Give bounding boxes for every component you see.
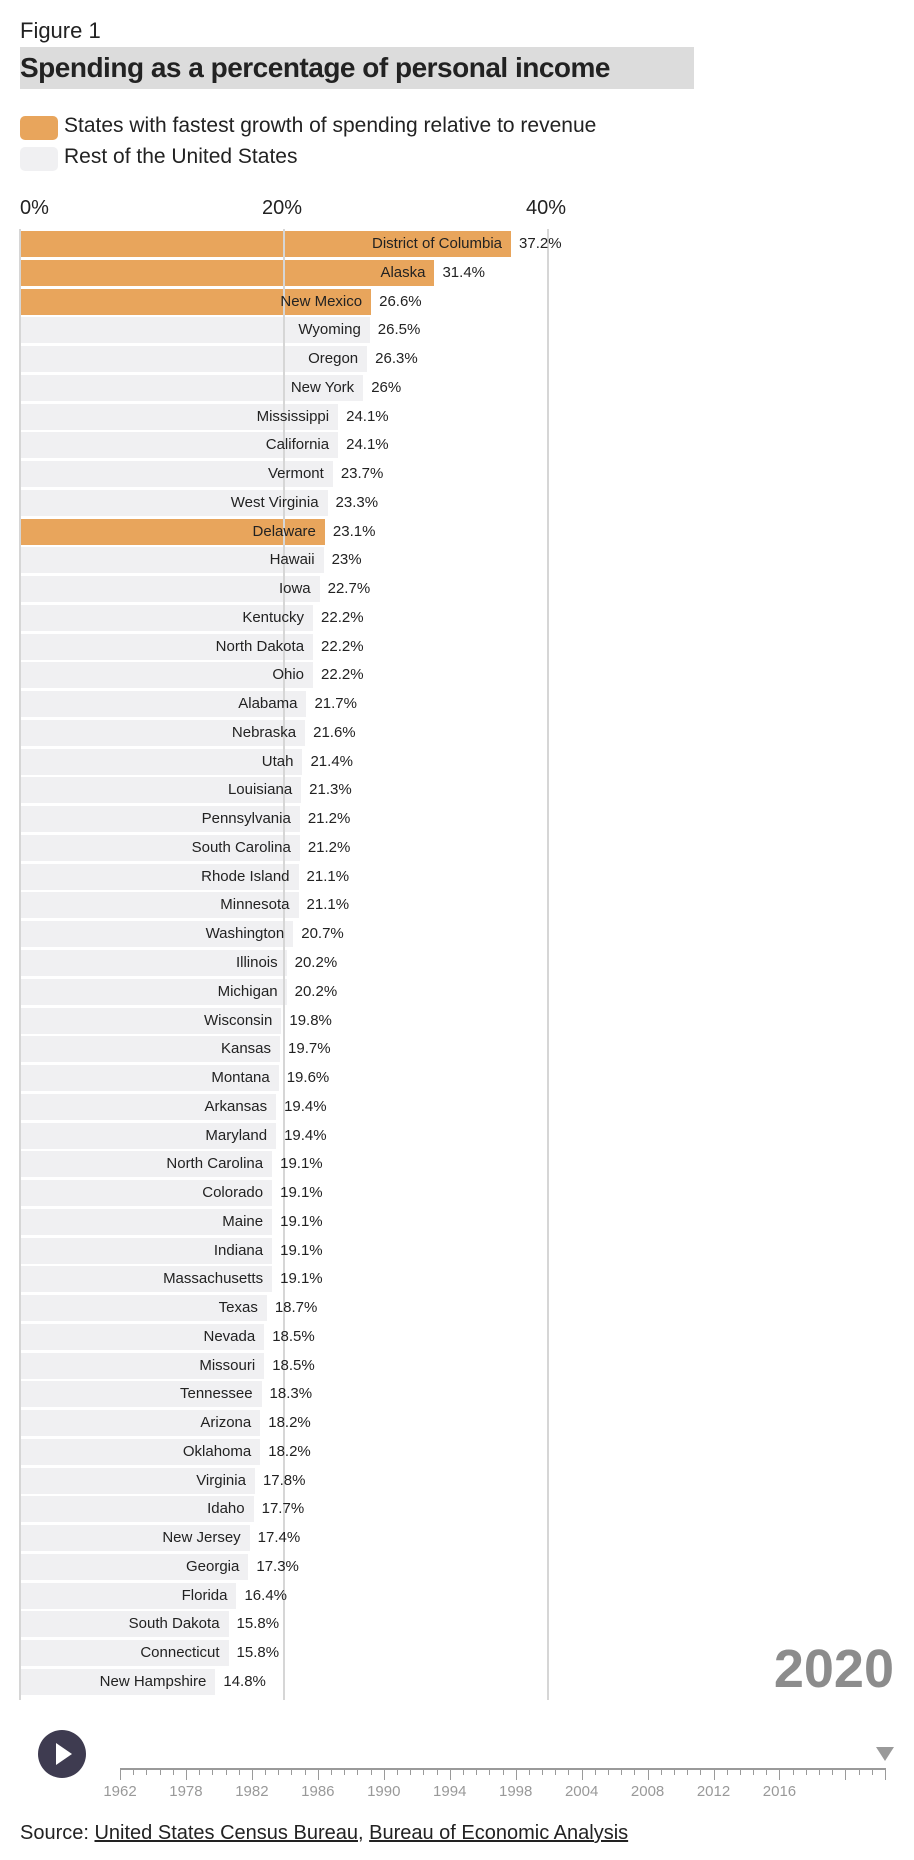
source-line xyxy=(20,1822,628,1845)
timeline-tick xyxy=(226,1769,227,1775)
bar-label: Montana xyxy=(211,1069,270,1087)
timeline-tick xyxy=(318,1769,319,1780)
bar-label: Maryland xyxy=(205,1126,268,1144)
bar-label: Nevada xyxy=(203,1327,256,1345)
legend-label-rest: Rest of the United States xyxy=(64,145,298,168)
bar-value: 22.2% xyxy=(321,666,364,684)
bar-label: New Hampshire xyxy=(99,1673,207,1690)
bar-value: 23.1% xyxy=(332,522,376,540)
bar-label: Minnesota xyxy=(220,896,290,914)
bar-label: Arkansas xyxy=(204,1097,268,1115)
timeline-tick xyxy=(753,1769,754,1775)
bar-value: 21.1% xyxy=(306,867,350,885)
timeline-tick xyxy=(766,1769,767,1775)
timeline-year-label[interactable]: 2012 xyxy=(696,1783,731,1800)
bar-value: 16.4% xyxy=(244,1586,288,1604)
bar-value: 17.4% xyxy=(257,1529,301,1547)
bar-label: Connecticut xyxy=(140,1644,220,1662)
bar-label: South Carolina xyxy=(191,838,291,856)
timeline-tick xyxy=(410,1769,411,1775)
timeline-tick xyxy=(819,1769,820,1775)
timeline-year-label[interactable]: 1998 xyxy=(499,1783,533,1800)
bar-label: North Dakota xyxy=(215,637,305,655)
bar-label: South Dakota xyxy=(128,1615,220,1633)
bar-value: 19.1% xyxy=(280,1270,323,1288)
bar-label: West Virginia xyxy=(230,493,319,511)
bar-value: 20.7% xyxy=(301,925,344,943)
timeline-tick xyxy=(634,1769,635,1775)
bar-label: Kansas xyxy=(220,1040,272,1058)
timeline-tick xyxy=(595,1769,596,1775)
bar-value: 21.6% xyxy=(313,723,356,741)
timeline-tick xyxy=(305,1769,306,1775)
bar-label: Wisconsin xyxy=(204,1011,273,1029)
bar-label: California xyxy=(265,436,330,454)
bar-value: 18.5% xyxy=(272,1327,315,1345)
bar-value: 26% xyxy=(371,378,402,396)
figure-label: Figure 1 xyxy=(20,18,101,43)
bar-value: 17.8% xyxy=(262,1471,306,1489)
bar-label: District of Columbia xyxy=(371,235,503,252)
timeline-tick xyxy=(344,1769,345,1775)
timeline-tick xyxy=(727,1769,728,1775)
timeline-tick xyxy=(714,1769,715,1780)
timeline-tick xyxy=(661,1769,662,1775)
timeline-tick xyxy=(489,1769,490,1775)
bar-value: 19.4% xyxy=(284,1126,327,1144)
bar-value: 17.7% xyxy=(261,1500,305,1518)
timeline-tick xyxy=(331,1769,332,1775)
x-tick-0: 0% xyxy=(20,197,49,219)
timeline-tick xyxy=(199,1769,200,1775)
play-button[interactable] xyxy=(38,1730,86,1778)
timeline-tick xyxy=(582,1769,583,1780)
timeline-tick xyxy=(133,1769,134,1775)
timeline-tick xyxy=(120,1769,121,1780)
bea-link[interactable]: Bureau of Economic Analysis xyxy=(369,1822,629,1844)
timeline-tick xyxy=(779,1769,780,1780)
timeline-year-label[interactable]: 2008 xyxy=(630,1783,665,1800)
bar-value: 31.4% xyxy=(442,263,486,281)
timeline-tick xyxy=(463,1769,464,1775)
timeline-tick xyxy=(648,1769,649,1780)
bar-label: Massachusetts xyxy=(163,1270,264,1288)
timeline-tick xyxy=(291,1769,292,1775)
timeline-tick xyxy=(278,1769,279,1775)
timeline-tick xyxy=(357,1769,358,1775)
current-year-label: 2020 xyxy=(773,1639,894,1699)
bar-label: Texas xyxy=(218,1299,258,1317)
timeline-tick xyxy=(608,1769,609,1775)
bar-value: 22.2% xyxy=(321,637,364,655)
bar-label: Delaware xyxy=(252,522,316,540)
timeline-tick xyxy=(476,1769,477,1775)
bar-value: 21.7% xyxy=(314,695,357,713)
timeline-tick xyxy=(845,1769,846,1780)
bar-value: 21.1% xyxy=(306,896,350,914)
timeline-tick xyxy=(450,1769,451,1780)
timeline-year-label[interactable]: 1962 xyxy=(103,1783,137,1800)
bar-value: 18.7% xyxy=(274,1299,318,1317)
bar-label: New Jersey xyxy=(162,1529,241,1547)
timeline-tick xyxy=(529,1769,530,1775)
bar-value: 19.7% xyxy=(288,1040,331,1058)
timeline-tick xyxy=(700,1769,701,1775)
bar-label: Tennessee xyxy=(179,1385,253,1403)
bar-value: 18.5% xyxy=(272,1356,315,1374)
timeline-tick xyxy=(832,1769,833,1775)
timeline-year-label[interactable]: 2004 xyxy=(564,1783,599,1800)
bar-value: 23% xyxy=(331,551,362,569)
bar-label: Florida xyxy=(181,1586,228,1604)
chart-title: Spending as a percentage of personal income xyxy=(20,47,694,89)
timeline-tick xyxy=(516,1769,517,1780)
bar-value: 19.1% xyxy=(280,1155,323,1173)
timeline-tick xyxy=(621,1769,622,1775)
bar-label: Colorado xyxy=(202,1184,264,1202)
timeline-year-label[interactable]: 1978 xyxy=(169,1783,203,1800)
bar-label: Arizona xyxy=(200,1414,252,1432)
timeline-tick xyxy=(186,1769,187,1780)
timeline-tick xyxy=(239,1769,240,1775)
bar-value: 19.1% xyxy=(280,1212,323,1230)
bar-label: Georgia xyxy=(185,1557,240,1575)
bar-label: Indiana xyxy=(213,1241,264,1259)
bar-value: 19.4% xyxy=(284,1097,327,1115)
bar-value: 19.1% xyxy=(280,1241,323,1259)
timeline-year-label[interactable]: 2016 xyxy=(762,1783,797,1800)
bar-label: Kentucky xyxy=(242,608,305,626)
timeline-tick xyxy=(212,1769,213,1775)
bar-label: Alaska xyxy=(380,263,426,281)
bar-value: 15.8% xyxy=(236,1615,280,1633)
timeline-tick xyxy=(859,1769,860,1775)
bar-label: Utah xyxy=(261,752,294,770)
bar-label: Maine xyxy=(222,1212,264,1230)
bar-value: 20.2% xyxy=(294,954,338,971)
bar-value: 22.2% xyxy=(321,608,364,626)
bar-value: 24.1% xyxy=(346,407,389,425)
bar-label: Oregon xyxy=(308,350,359,368)
timeline-tick xyxy=(555,1769,556,1775)
bar-value: 19.6% xyxy=(286,1069,330,1087)
source-prefix: Source: xyxy=(20,1822,95,1844)
timeline-tick xyxy=(252,1769,253,1780)
timeline-year-label[interactable]: 1982 xyxy=(235,1783,269,1800)
timeline-tick xyxy=(160,1769,161,1775)
legend-label-highlight: States with fastest growth of spending relative to revenue xyxy=(64,114,597,137)
bar-value: 17.3% xyxy=(256,1557,299,1575)
timeline-tick xyxy=(437,1769,438,1775)
bar-value: 23.7% xyxy=(340,465,384,483)
bar-value: 18.2% xyxy=(268,1442,311,1460)
bar-value: 26.3% xyxy=(375,350,418,368)
bar-label: Ohio xyxy=(272,666,305,684)
timeline-tick xyxy=(740,1769,741,1775)
x-tick-40: 40% xyxy=(526,197,567,219)
bar-value: 15.8% xyxy=(236,1644,280,1662)
bar-label: Washington xyxy=(205,925,285,943)
bar-label: Mississippi xyxy=(256,407,330,425)
timeline-tick xyxy=(793,1769,794,1775)
source-separator: , xyxy=(357,1822,370,1844)
bar-value: 37.2% xyxy=(519,235,562,252)
bar-value: 21.2% xyxy=(307,810,351,828)
timeline-tick xyxy=(542,1769,543,1775)
timeline-tick xyxy=(674,1769,675,1775)
timeline-tick xyxy=(146,1769,147,1775)
bar-value: 26.6% xyxy=(379,292,422,310)
bar-label: Michigan xyxy=(217,982,278,1000)
timeline-tick xyxy=(568,1769,569,1775)
timeline-tick xyxy=(265,1769,266,1775)
bar-label: Nebraska xyxy=(231,723,297,741)
bar-value: 21.2% xyxy=(307,838,351,856)
bar-label: Virginia xyxy=(196,1471,246,1489)
bar-value: 26.5% xyxy=(377,321,421,339)
bar-value: 14.8% xyxy=(223,1673,266,1690)
bar-value: 21.3% xyxy=(309,781,352,799)
bar-label: New Mexico xyxy=(280,292,363,310)
bar-label: Pennsylvania xyxy=(201,810,291,828)
bar-value: 20.2% xyxy=(294,982,338,1000)
bar-label: North Carolina xyxy=(166,1155,264,1173)
bar-label: Oklahoma xyxy=(182,1442,252,1460)
bar-label: Louisiana xyxy=(227,781,293,799)
timeline-tick xyxy=(384,1769,385,1780)
bar-label: Rhode Island xyxy=(201,867,290,885)
timeline-tick xyxy=(503,1769,504,1775)
timeline-year-label[interactable]: 1994 xyxy=(433,1783,467,1800)
timeline-year-label[interactable]: 1986 xyxy=(301,1783,335,1800)
timeline-tick xyxy=(687,1769,688,1775)
bar-value: 23.3% xyxy=(335,493,379,511)
timeline-tick xyxy=(397,1769,398,1775)
timeline-year-label[interactable]: 1990 xyxy=(367,1783,401,1800)
timeline-handle[interactable] xyxy=(876,1747,894,1761)
bar-label: Missouri xyxy=(199,1356,256,1374)
bar-label: Vermont xyxy=(267,465,324,483)
bar-label: Hawaii xyxy=(269,551,315,569)
timeline-tick xyxy=(872,1769,873,1775)
bar-value: 19.1% xyxy=(280,1184,323,1202)
bar-label: New York xyxy=(290,378,355,396)
bar-label: Illinois xyxy=(235,954,278,971)
census-bureau-link[interactable]: United States Census Bureau xyxy=(94,1822,358,1844)
bar-value: 21.4% xyxy=(310,752,354,770)
timeline-tick xyxy=(806,1769,807,1775)
bar-label: Wyoming xyxy=(298,321,361,339)
bar-value: 19.8% xyxy=(289,1011,332,1029)
play-icon xyxy=(38,1730,86,1778)
timeline-tick xyxy=(885,1769,886,1780)
bar-label: Alabama xyxy=(238,695,298,713)
bar-label: Iowa xyxy=(278,580,311,598)
bar-value: 24.1% xyxy=(346,436,389,454)
timeline-tick xyxy=(423,1769,424,1775)
bar-label: Idaho xyxy=(207,1500,245,1518)
x-tick-20: 20% xyxy=(262,197,303,219)
timeline-tick xyxy=(371,1769,372,1775)
bar-value: 22.7% xyxy=(327,580,371,598)
bar-value: 18.2% xyxy=(268,1414,311,1432)
timeline-tick xyxy=(173,1769,174,1775)
bar-value: 18.3% xyxy=(269,1385,313,1403)
gridline-40 xyxy=(547,229,549,1700)
